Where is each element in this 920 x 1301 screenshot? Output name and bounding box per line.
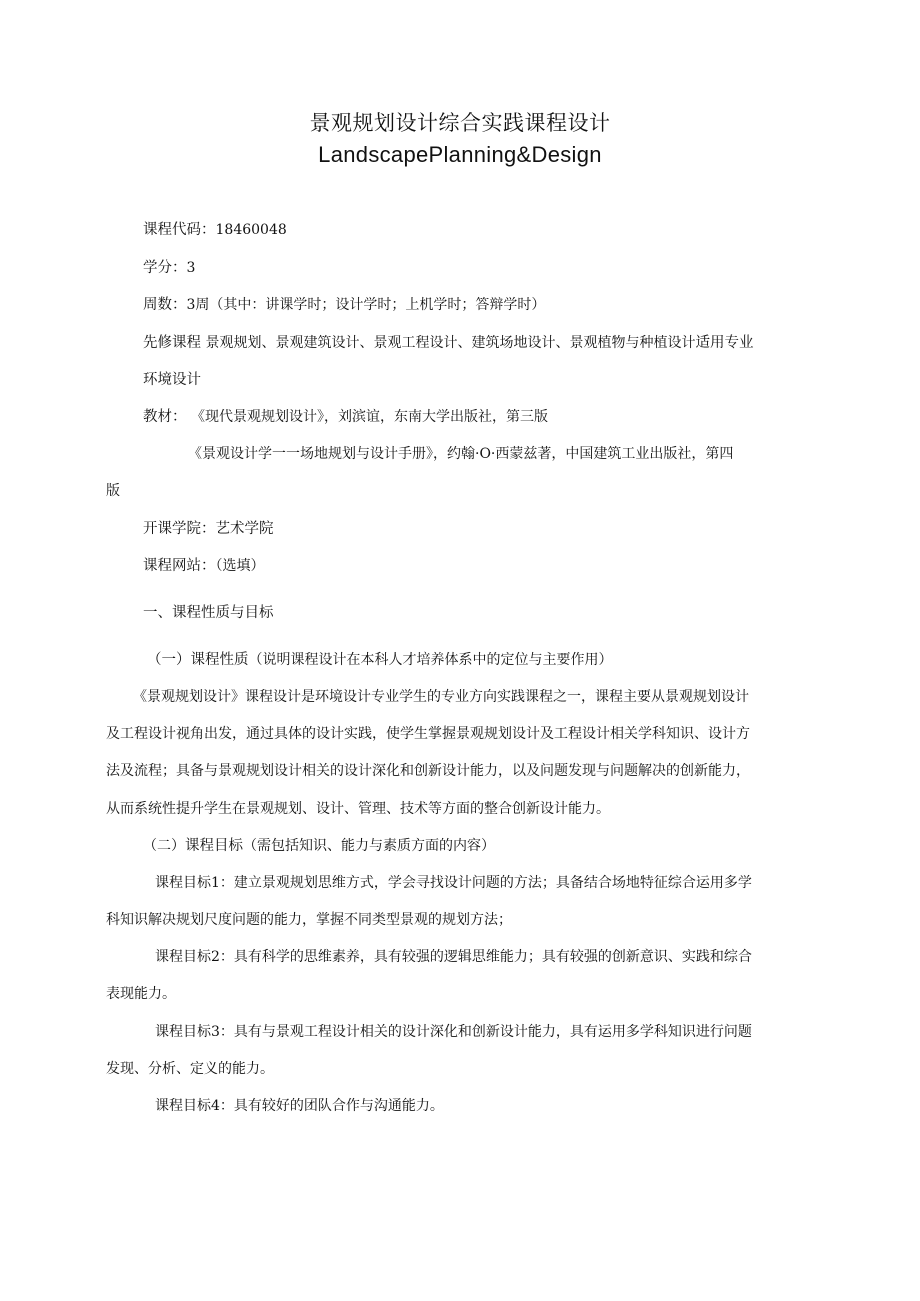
textbook-row — [143, 407, 818, 427]
textbook-2-line-2: 版 — [106, 483, 120, 499]
nature-paragraph-line-4: 从而系统性提升学生在景观规划、设计、管理、技术等方面的整合创新设计能力。 — [106, 801, 610, 817]
nature-paragraph-line-3: 法及流程；具备与景观规划设计相关的设计深化和创新设计能力，以及问题发现与问题解决的创新能力， — [106, 763, 750, 779]
textbook-label: 教材： — [143, 409, 187, 425]
course-title-chinese: 景观规划设计综合实践课程设计 — [309, 111, 611, 135]
goals-heading-row — [143, 836, 818, 856]
goals-prefix: （二） — [143, 838, 185, 854]
nature-heading: （一）课程性质 — [147, 652, 249, 668]
credit-value: 3 — [186, 260, 196, 276]
course-code-label: 课程代码： — [143, 222, 216, 238]
course-code-value: 18460048 — [215, 222, 287, 238]
college-value: 艺术学院 — [215, 521, 274, 537]
nature-note: （说明课程设计在本科人才培养体系中的定位与主要作用） — [248, 652, 613, 668]
goal-2-line-1: 课程目标2：具有科学的思维素养，具有较强的逻辑思维能力；具有较强的创新意识、实践和综合 — [155, 949, 752, 965]
weeks-row — [143, 295, 818, 315]
prerequisite-row — [143, 333, 818, 353]
website-row — [143, 556, 818, 576]
goal-2-line-2: 表现能力。 — [106, 986, 176, 1002]
applicable-major-value: 环境设计 — [143, 372, 201, 388]
applicable-major-row — [143, 370, 818, 390]
goal-3-line-2: 发现、分析、定义的能力。 — [106, 1061, 274, 1077]
goal-4-line: 课程目标4：具有较好的团队合作与沟通能力。 — [155, 1098, 444, 1114]
textbook-1: 《现代景观规划设计》，刘滨谊，东南大学出版社，第三版 — [190, 409, 548, 425]
college-row — [143, 519, 818, 539]
prerequisite-value: 景观规划、景观建筑设计、景观工程设计、建筑场地设计、景观植物与种植设计 — [205, 335, 696, 351]
course-code-row — [143, 220, 818, 240]
course-title-english: LandscapePlanning&Design — [318, 142, 602, 167]
website-value: （选填） — [215, 558, 265, 574]
college-label: 开课学院： — [143, 521, 216, 537]
section-heading-nature-and-goals: 一、课程性质与目标 — [143, 605, 274, 621]
textbook-2-line-1: 《景观设计学一一场地规划与设计手册》，约翰·O·西蒙兹著，中国建筑工业出版社，第四 — [188, 446, 734, 462]
nature-paragraph-line-2: 及工程设计视角出发，通过具体的设计实践，使学生掌握景观规划设计及工程设计相关学科知识、设计方 — [106, 726, 750, 742]
weeks-label: 周数： — [143, 297, 187, 313]
goal-1-line-1: 课程目标1：建立景观规划思维方式，学会寻找设计问题的方法；具备结合场地特征综合运用多学 — [155, 875, 752, 891]
nature-heading-row — [147, 650, 822, 670]
credit-label: 学分： — [143, 260, 187, 276]
nature-paragraph-line-1: 《景观规划设计》课程设计是环境设计专业学生的专业方向实践课程之一，课程主要从景观规划设计 — [133, 689, 749, 705]
goal-3-line-1: 课程目标3：具有与景观工程设计相关的设计深化和创新设计能力，具有运用多学科知识进行问题 — [155, 1024, 752, 1040]
website-label: 课程网站： — [143, 558, 216, 574]
goals-note: （需包括知识、能力与素质方面的内容） — [243, 838, 495, 854]
applicable-major-label: 适用专业 — [695, 335, 754, 351]
goals-heading: 课程目标 — [185, 838, 243, 854]
weeks-value: 3周（其中：讲课学时；设计学时；上机学时；答辩学时） — [186, 297, 546, 313]
credit-row — [143, 258, 818, 278]
goal-1-line-2: 科知识解决规划尺度问题的能力，掌握不同类型景观的规划方法； — [106, 912, 512, 928]
prerequisite-label: 先修课程 — [143, 335, 201, 351]
